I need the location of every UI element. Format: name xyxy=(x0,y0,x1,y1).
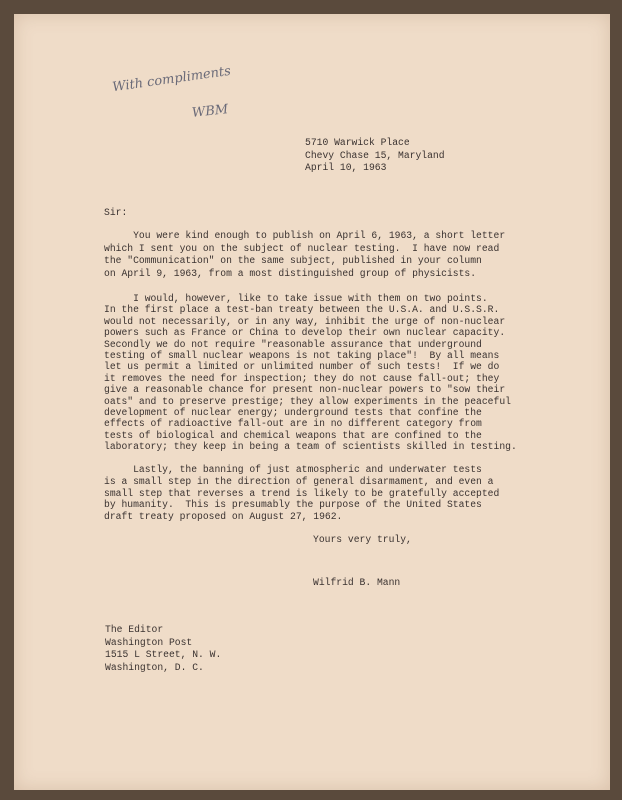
paragraph-1 xyxy=(104,230,505,280)
text-line: Lastly, the banning of just atmospheric and underwater tests xyxy=(104,464,482,475)
text-line: testing of small nuclear weapons is not taking place"! By all means xyxy=(104,350,500,362)
text-line: let us permit a limited or unlimited number of such tests! If we do xyxy=(104,361,500,373)
signature-name: Wilfrid B. Mann xyxy=(313,577,401,588)
address-line: 1515 L Street, N. W. xyxy=(105,649,222,661)
text-line: give a reasonable chance for present non-nuclear powers to "sow their xyxy=(104,384,506,396)
text-line: laboratory; they keep in being a team of scientists skilled in testing. xyxy=(104,441,517,453)
text-line: would not necessarily, or in any way, inhibit the urge of non-nuclear xyxy=(104,315,506,327)
recipient-address xyxy=(105,624,221,674)
text-line: You were kind enough to publish on April 6, 1963, a short letter xyxy=(104,230,506,241)
handwritten-initials: WBM xyxy=(191,102,229,121)
text-line: the "Communication" on the same subject, published in your column xyxy=(104,255,482,267)
sender-address xyxy=(305,137,445,175)
text-line: is a small step in the direction of general disarmament, and even a xyxy=(104,475,494,487)
address-line: Washington, D. C. xyxy=(105,661,204,673)
text-line: draft treaty proposed on August 27, 1962. xyxy=(104,511,343,523)
text-line: development of nuclear energy; underground tests that confine the xyxy=(104,407,482,419)
text-line: by humanity. This is presumably the purpose of the United States xyxy=(104,499,482,511)
salutation: Sir: xyxy=(104,207,128,218)
address-line: Washington Post xyxy=(105,636,193,648)
text-line: In the first place a test-ban treaty between the U.S.A. and U.S.S.R. xyxy=(104,304,500,316)
text-line: oats" and to preserve prestige; they allow experiments in the peaceful xyxy=(104,395,511,407)
paragraph-2 xyxy=(104,293,517,453)
text-line: Secondly we do not require "reasonable assurance that underground xyxy=(104,338,482,350)
text-line: tests of biological and chemical weapons that are confined to the xyxy=(104,429,482,441)
text-line: on April 9, 1963, from a most distinguished group of physicists. xyxy=(104,267,477,279)
text-line: I would, however, like to take issue with them on two points. xyxy=(104,293,488,304)
closing: Yours very truly, xyxy=(313,534,412,545)
address-line: 5710 Warwick Place xyxy=(305,137,410,148)
text-line: which I sent you on the subject of nuclear testing. I have now read xyxy=(104,242,500,254)
text-line: effects of radioactive fall-out are in no different category from xyxy=(104,418,482,430)
letter-date: April 10, 1963 xyxy=(305,162,387,174)
handwritten-note: With compliments xyxy=(111,63,232,96)
text-line: it removes the need for inspection; they do not cause fall-out; they xyxy=(104,372,500,384)
address-line: The Editor xyxy=(105,624,164,635)
paragraph-3 xyxy=(104,464,499,523)
text-line: powers such as France or China to develop their own nuclear capacity. xyxy=(104,327,506,339)
text-line: small step that reverses a trend is likely to be gratefully accepted xyxy=(104,487,500,499)
address-line: Chevy Chase 15, Maryland xyxy=(305,149,445,161)
